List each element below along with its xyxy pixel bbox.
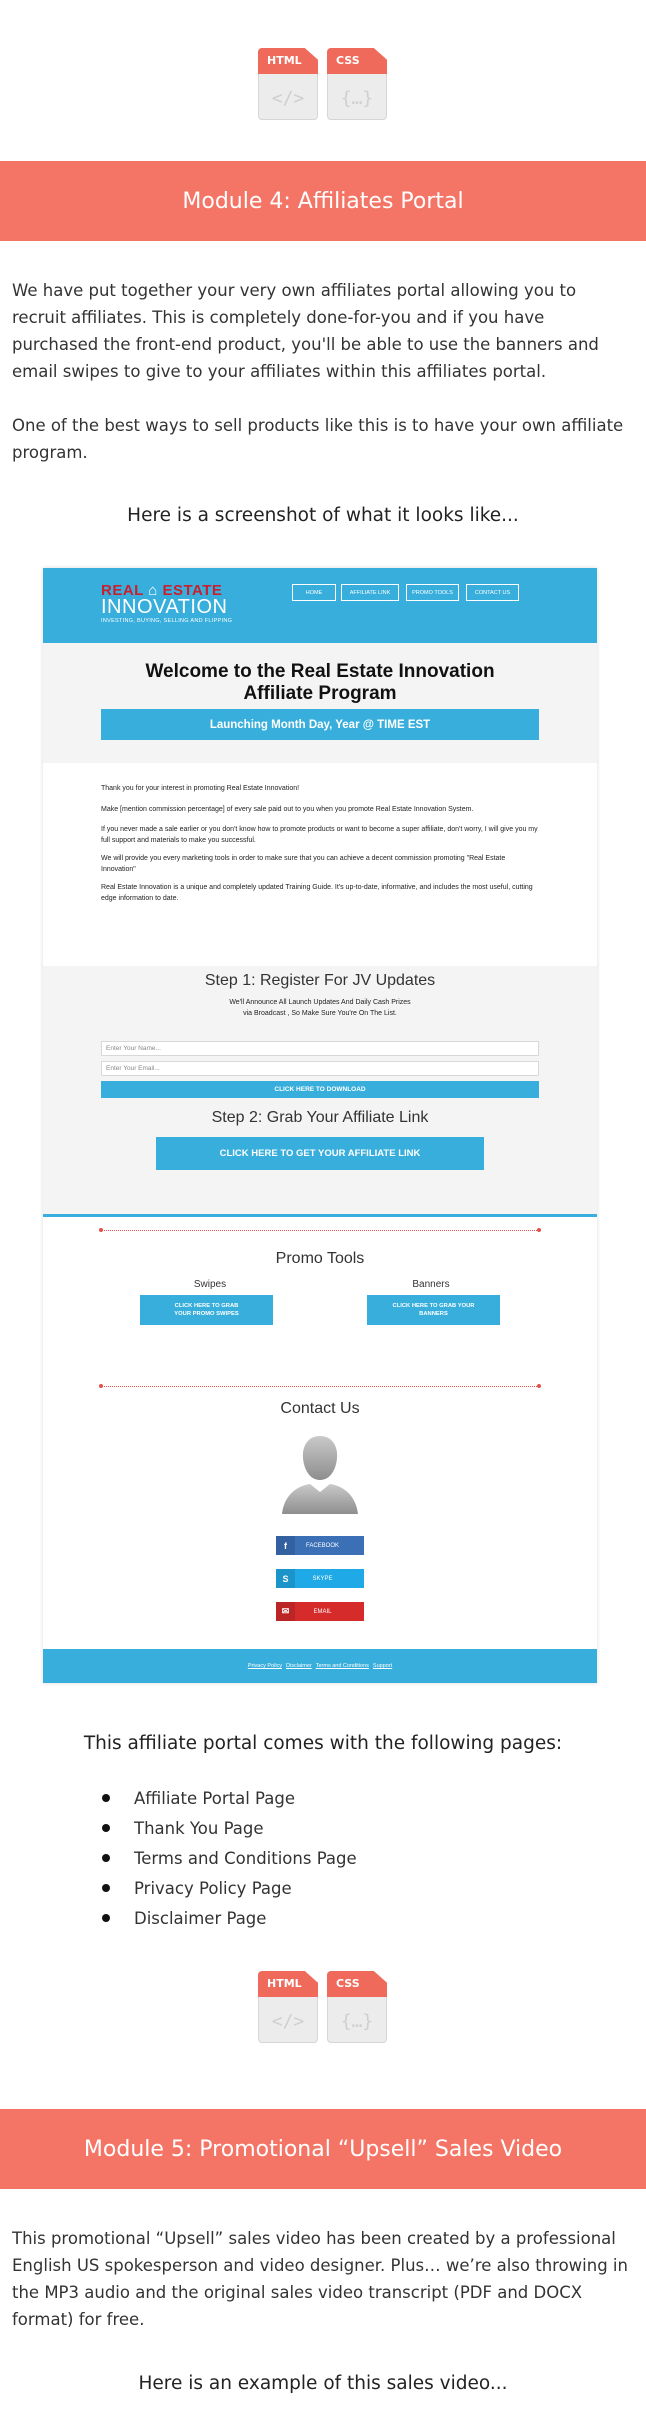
facebook-label: FACEBOOK — [305, 1542, 339, 1549]
nav-contact-us[interactable]: CONTACT US — [466, 584, 519, 601]
css-icon-label: CSS — [336, 54, 360, 67]
divider-dot — [99, 1228, 103, 1232]
bullet — [102, 1884, 110, 1892]
code-icons-bottom — [0, 1971, 646, 2046]
logo-word-real: REAL — [101, 582, 144, 599]
banners-btn-line-1: CLICK HERE TO GRAB YOUR — [392, 1303, 475, 1309]
banners-btn-line-2: BANNERS — [419, 1311, 448, 1317]
list-item — [100, 1783, 600, 1813]
skype-button[interactable] — [276, 1569, 364, 1588]
avatar-placeholder-icon — [278, 1430, 362, 1514]
step2-title: Step 2: Grab Your Affiliate Link — [211, 1109, 429, 1126]
grab-banners-button[interactable] — [367, 1295, 500, 1325]
html-file-icon — [258, 1971, 318, 2043]
blue-divider — [43, 1214, 597, 1217]
facebook-icon: f — [276, 1536, 295, 1555]
pages-list — [100, 1783, 600, 1933]
css-file-icon — [327, 1971, 387, 2043]
download-button[interactable]: CLICK HERE TO DOWNLOAD — [101, 1081, 539, 1098]
list-item-label: Terms and Conditions Page — [134, 1848, 357, 1868]
html-file-icon — [258, 48, 318, 120]
pages-intro: This affiliate portal comes with the following pages: — [83, 1733, 563, 1754]
facebook-button[interactable] — [276, 1536, 364, 1555]
contact-divider — [101, 1386, 539, 1387]
portal-header — [43, 568, 597, 643]
swipes-btn-line-2: YOUR PROMO SWIPES — [174, 1311, 239, 1317]
step1-subtitle-line-1: We'll Announce All Launch Updates And Daily Cash Prizes — [229, 999, 411, 1006]
logo-tagline: INVESTING, BUYING, SELLING AND FLIPPING — [101, 618, 233, 624]
module5-paragraph: This promotional “Upsell” sales video has been created by a professional English US spokesperson and video designer. Plus… we’re also throwing in the MP3 audio and the original sales video transcript (PDF and DOCX format) for free. — [12, 2229, 628, 2329]
module4-paragraph-1: We have put together your very own affiliates portal allowing you to recruit affiliates. This is completely done-for-you and if you have purchased the front-end product, you'll be able to use the banners and email swipes to give to your affiliates within this affiliates portal. — [12, 281, 599, 381]
name-input[interactable]: Enter Your Name... — [101, 1041, 539, 1056]
footer-disclaimer-link[interactable]: Disclaimer — [286, 1663, 312, 1669]
bullet — [102, 1914, 110, 1922]
portal-footer — [43, 1649, 597, 1683]
email-input[interactable]: Enter Your Email... — [101, 1061, 539, 1076]
portal-body-4: We will provide you every marketing tools in order to make sure that you can achieve a decent commission promoting "Real Estate Innovation" — [101, 855, 506, 873]
nav-home[interactable]: HOME — [292, 584, 336, 601]
portal-steps-section — [43, 966, 597, 1214]
portal-body-3: If you never made a sale earlier or you don't know how to promote products or want to become a super affiliate, don't worry, I will give you my full support and materials to make you successful. — [101, 826, 538, 844]
logo-innovation: INNOVATION — [101, 596, 228, 618]
envelope-icon: ✉ — [276, 1602, 295, 1621]
footer-support-link[interactable]: Support — [372, 1663, 393, 1669]
list-item-label: Privacy Policy Page — [134, 1878, 292, 1898]
module4-title: Module 4: Affiliates Portal — [182, 188, 464, 214]
footer-terms-link[interactable]: Terms and Conditions — [315, 1663, 369, 1669]
html-icon-label: HTML — [267, 1977, 302, 1990]
bullet — [102, 1824, 110, 1832]
email-label: EMAIL — [313, 1608, 332, 1615]
step1-title: Step 1: Register For JV Updates — [204, 972, 436, 989]
email-button[interactable] — [276, 1602, 364, 1621]
video-example-intro: Here is an example of this sales video... — [138, 2373, 508, 2394]
contact-us-title: Contact Us — [280, 1400, 360, 1417]
list-item-label: Thank You Page — [134, 1818, 264, 1838]
divider-dot — [537, 1228, 541, 1232]
module4-banner — [0, 161, 646, 241]
hero-title-line-1: Welcome to the Real Estate Innovation — [145, 661, 495, 682]
html-icon-label: HTML — [267, 54, 302, 67]
bullet — [102, 1794, 110, 1802]
code-icons-top — [0, 48, 646, 123]
nav-promo-tools[interactable]: PROMO TOOLS — [406, 584, 459, 601]
portal-hero — [43, 643, 597, 763]
step1-subtitle — [43, 997, 597, 1019]
portal-body-2: Make [mention commission percentage] of every sale paid out to you when you promote Real Estate Innovation System. — [101, 806, 474, 813]
list-item — [100, 1813, 600, 1843]
launch-date-bar: Launching Month Day, Year @ TIME EST — [101, 709, 539, 740]
list-item-label: Affiliate Portal Page — [134, 1788, 295, 1808]
affiliate-portal-screenshot — [43, 568, 597, 1683]
css-glyph: {…} — [340, 2011, 374, 2032]
css-glyph: {…} — [340, 88, 374, 109]
css-file-icon — [327, 48, 387, 120]
list-item — [100, 1843, 600, 1873]
list-item — [100, 1903, 600, 1933]
bullet — [102, 1854, 110, 1862]
home-icon: ⌂ — [148, 582, 158, 599]
swipes-label: Swipes — [193, 1279, 227, 1290]
css-icon-label: CSS — [336, 1977, 360, 1990]
list-item-label: Disclaimer Page — [134, 1908, 267, 1928]
logo-word-estate: ESTATE — [162, 582, 223, 599]
hero-title-line-2: Affiliate Program — [243, 683, 397, 704]
nav-affiliate-link[interactable]: AFFILIATE LINK — [341, 584, 399, 601]
affiliate-link-button[interactable]: CLICK HERE TO GET YOUR AFFILIATE LINK — [156, 1137, 484, 1170]
portal-hero-title — [43, 661, 597, 705]
footer-privacy-link[interactable]: Privacy Policy — [247, 1663, 283, 1669]
screenshot-intro: Here is a screenshot of what it looks like... — [127, 505, 519, 526]
promo-divider — [101, 1230, 539, 1231]
step1-subtitle-line-2: via Broadcast , So Make Sure You're On The List. — [243, 1010, 397, 1017]
divider-dot — [537, 1384, 541, 1388]
promo-tools-title: Promo Tools — [275, 1250, 365, 1267]
html-glyph: </> — [271, 2011, 305, 2032]
divider-dot — [99, 1384, 103, 1388]
module5-banner — [0, 2109, 646, 2189]
portal-body-5: Real Estate Innovation is a unique and completely updated Training Guide. It's up-to-date, informative, and includes the most useful, cutting edge information to date. — [101, 884, 533, 902]
grab-swipes-button[interactable] — [140, 1295, 273, 1325]
portal-body-1: Thank you for your interest in promoting Real Estate Innovation! — [101, 785, 300, 792]
skype-label: SKYPE — [312, 1575, 333, 1582]
swipes-btn-line-1: CLICK HERE TO GRAB — [174, 1303, 239, 1309]
banners-label: Banners — [412, 1279, 450, 1290]
module4-paragraph-2: One of the best ways to sell products like this is to have your own affiliate program. — [12, 416, 624, 462]
skype-icon: S — [276, 1569, 295, 1588]
module5-title: Module 5: Promotional “Upsell” Sales Video — [83, 2136, 563, 2162]
html-glyph: </> — [271, 88, 305, 109]
list-item — [100, 1873, 600, 1903]
